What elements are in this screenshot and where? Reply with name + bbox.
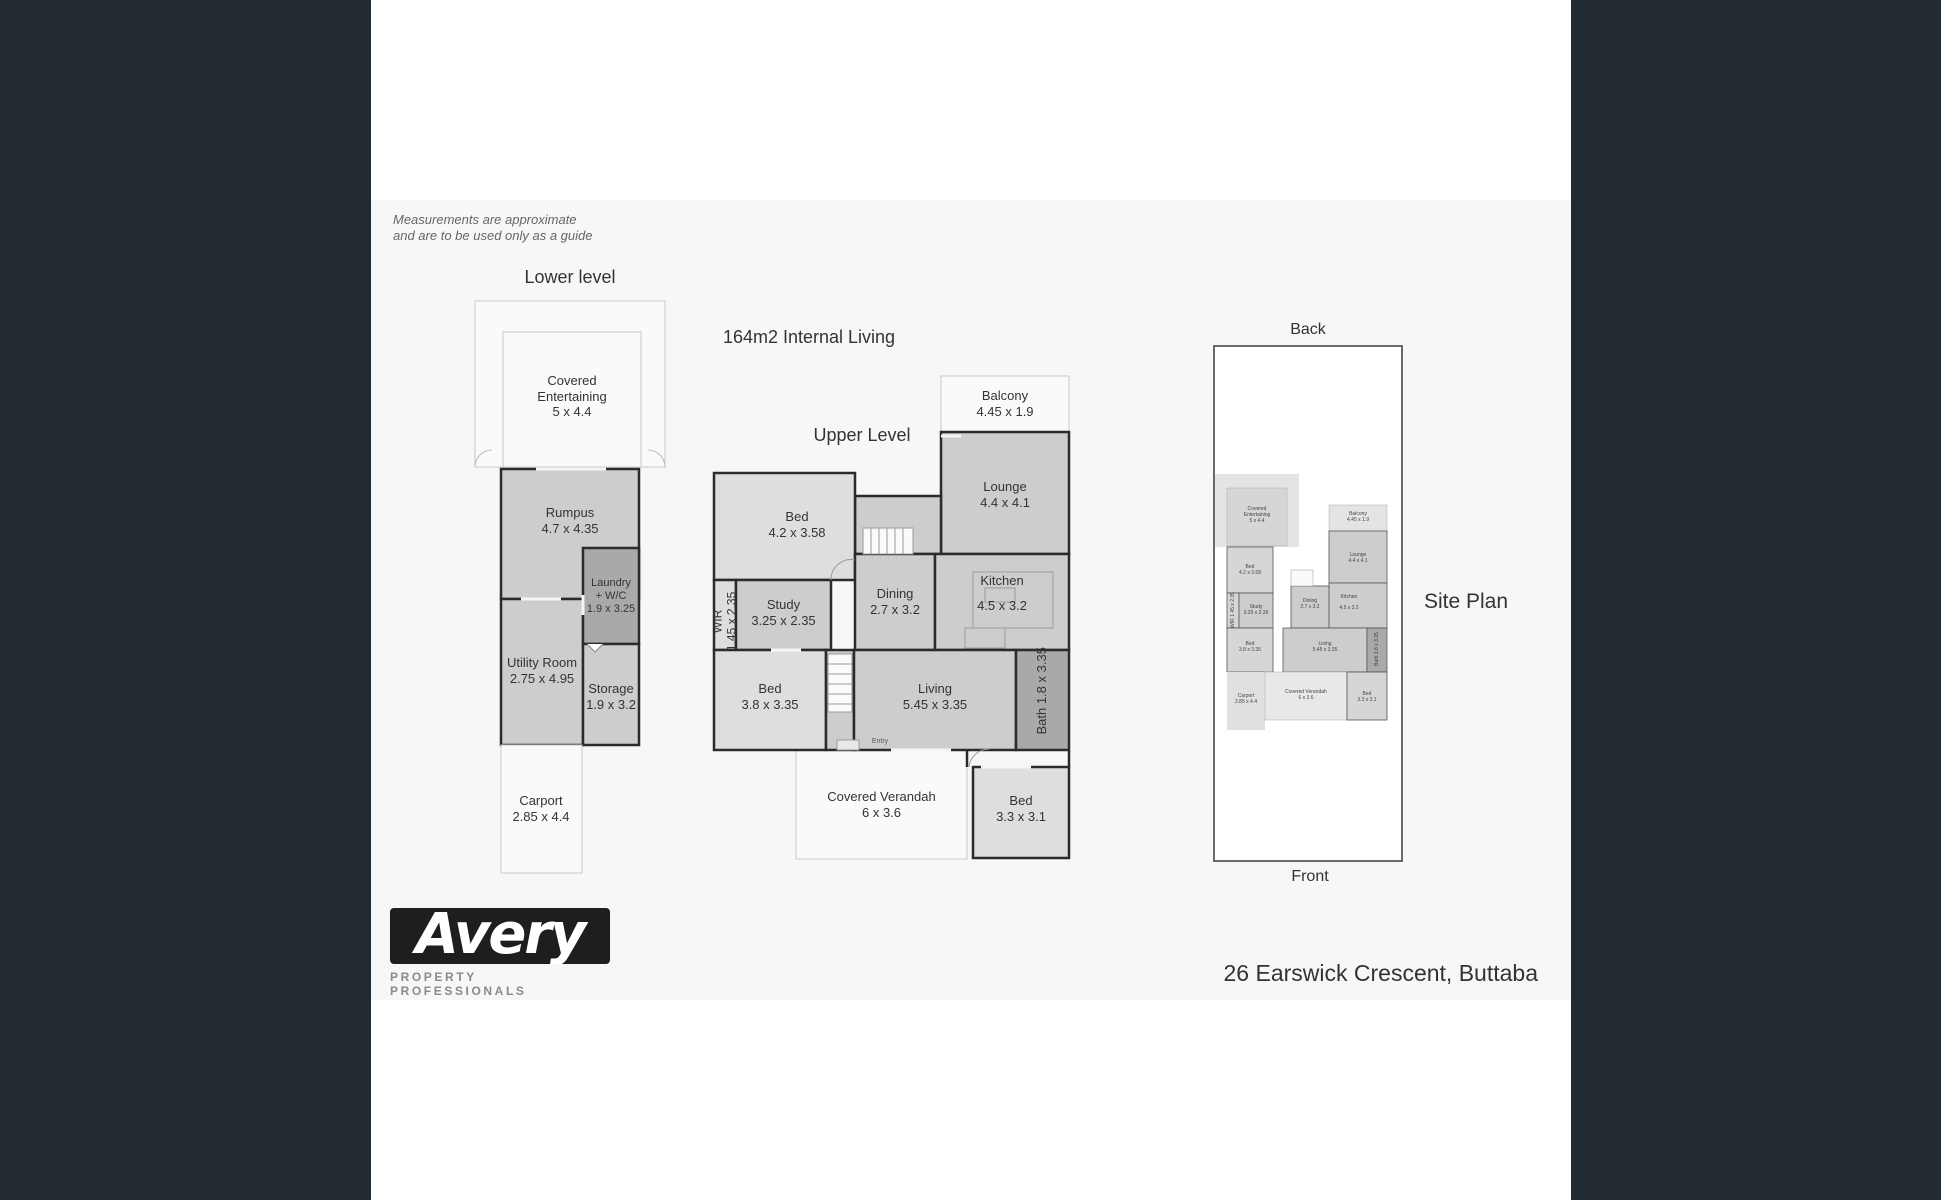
entry-label: Entry bbox=[871, 738, 889, 745]
site-carport-size: 2.85 x 4.4 bbox=[1235, 699, 1257, 705]
verandah-name: Covered Verandah bbox=[827, 789, 936, 804]
site-bed-1-name: Bed bbox=[1245, 564, 1255, 570]
living-size: 5.45 x 3.35 bbox=[902, 696, 968, 712]
site-bed-3-size: 3.3 x 3.1 bbox=[1357, 697, 1377, 703]
site-bed-1-label bbox=[1227, 564, 1273, 576]
site-balcony-label bbox=[1329, 511, 1387, 523]
site-study-name: Study bbox=[1249, 604, 1263, 610]
avery-logo bbox=[390, 908, 610, 998]
carport-size: 2.85 x 4.4 bbox=[512, 808, 570, 824]
site-bed-3-name: Bed bbox=[1362, 691, 1372, 697]
note-line-1: Measurements are approximate bbox=[393, 212, 577, 227]
bed-1-label bbox=[739, 509, 855, 540]
balcony-size: 4.45 x 1.9 bbox=[976, 403, 1034, 419]
site-bath-label bbox=[1374, 627, 1380, 671]
brand-name: Avery bbox=[415, 908, 585, 964]
covered-entertaining-name-1: Covered bbox=[547, 373, 597, 388]
site-bath-name: Bath bbox=[1374, 655, 1380, 666]
property-address: 26 Earswick Crescent, Buttaba bbox=[1223, 960, 1538, 986]
lounge-size: 4.4 x 4.1 bbox=[980, 494, 1030, 510]
utility-room-size: 2.75 x 4.95 bbox=[509, 670, 575, 686]
site-plan-title: Site Plan bbox=[1423, 590, 1509, 613]
covered-entertaining-size: 5 x 4.4 bbox=[552, 404, 592, 420]
study-label bbox=[736, 597, 831, 628]
site-covered-entertaining-label bbox=[1227, 506, 1287, 524]
laundry-label bbox=[578, 577, 644, 617]
bed-1-name: Bed bbox=[785, 509, 809, 524]
wir-name: WIR bbox=[710, 609, 725, 634]
site-bath-size: 1.8 x 3.35 bbox=[1374, 632, 1380, 655]
bed-2-size: 3.8 x 3.35 bbox=[741, 696, 799, 712]
site-living-label bbox=[1283, 641, 1367, 653]
balcony-name: Balcony bbox=[981, 388, 1029, 403]
verandah-size: 6 x 3.6 bbox=[861, 804, 902, 820]
rumpus-label bbox=[500, 505, 640, 536]
site-bed-2-size: 3.8 x 3.35 bbox=[1239, 647, 1261, 653]
kitchen-label bbox=[935, 573, 1069, 613]
bed-3-label bbox=[973, 793, 1069, 824]
study-size: 3.25 x 2.35 bbox=[751, 612, 816, 628]
site-balcony-name: Balcony bbox=[1349, 511, 1367, 517]
site-carport-label bbox=[1227, 693, 1265, 705]
laundry-wc: + W/C bbox=[595, 590, 627, 603]
note-line-2: and are to be used only as a guide bbox=[393, 228, 593, 244]
site-lounge-name: Lounge bbox=[1349, 552, 1367, 558]
bed-3-name: Bed bbox=[1009, 793, 1033, 808]
verandah-label bbox=[796, 789, 967, 820]
dining-name: Dining bbox=[876, 586, 914, 601]
upper-level-title: Upper Level bbox=[813, 425, 911, 445]
bath-size: 1.8 x 3.35 bbox=[1034, 647, 1050, 705]
site-covered-entertaining-name-1: Covered bbox=[1247, 506, 1267, 512]
site-study-size: 3.25 x 2.35 bbox=[1243, 610, 1269, 616]
site-bed-3-label bbox=[1347, 691, 1387, 703]
measurement-note bbox=[393, 212, 592, 245]
site-living-size: 5.45 x 3.35 bbox=[1312, 647, 1338, 653]
kitchen-name: Kitchen bbox=[980, 573, 1024, 588]
rumpus-size: 4.7 x 4.35 bbox=[541, 520, 599, 536]
bed-2-label bbox=[714, 681, 826, 712]
covered-entertaining-label bbox=[492, 373, 652, 420]
storage-size: 1.9 x 3.2 bbox=[586, 696, 636, 712]
site-bed-2-label bbox=[1227, 641, 1273, 653]
internal-living-area: 164m2 Internal Living bbox=[722, 327, 896, 347]
carport-label bbox=[491, 793, 591, 824]
site-covered-entertaining-name-2: Entertaining bbox=[1243, 512, 1271, 518]
site-verandah-size: 6 x 3.6 bbox=[1298, 695, 1314, 701]
site-dining-size: 2.7 x 3.2 bbox=[1300, 604, 1320, 610]
study-name: Study bbox=[766, 597, 801, 612]
lounge-name: Lounge bbox=[983, 479, 1027, 494]
living-name: Living bbox=[918, 681, 952, 696]
storage-name: Storage bbox=[588, 681, 634, 696]
utility-room-label bbox=[496, 655, 588, 686]
site-wir-name: WIR bbox=[1230, 618, 1236, 628]
carport-name: Carport bbox=[519, 793, 563, 808]
bed-3-size: 3.3 x 3.1 bbox=[996, 808, 1046, 824]
site-lounge-label bbox=[1329, 552, 1387, 564]
site-verandah-name: Covered Verandah bbox=[1285, 689, 1327, 695]
site-kitchen-label bbox=[1329, 594, 1369, 611]
living-label bbox=[854, 681, 1016, 712]
site-dining-label bbox=[1291, 598, 1329, 610]
utility-room-name: Utility Room bbox=[506, 655, 578, 670]
site-balcony-size: 4.45 x 1.9 bbox=[1347, 517, 1369, 523]
site-bed-2-name: Bed bbox=[1245, 641, 1255, 647]
site-covered-entertaining-size: 5 x 4.4 bbox=[1249, 518, 1265, 524]
site-bed-1-size: 4.2 x 3.58 bbox=[1239, 570, 1261, 576]
kitchen-size: 4.5 x 3.2 bbox=[977, 597, 1027, 613]
covered-entertaining-name-2: Entertaining bbox=[537, 388, 607, 404]
site-front-label: Front bbox=[1291, 868, 1329, 885]
lower-level-title: Lower level bbox=[524, 267, 616, 287]
rumpus-name: Rumpus bbox=[545, 505, 595, 520]
site-kitchen-name: Kitchen bbox=[1340, 594, 1358, 600]
balcony-label bbox=[941, 388, 1069, 419]
wir-size: 1.45 x 2.35 bbox=[725, 591, 739, 652]
floor-plan-sheet bbox=[371, 0, 1571, 1200]
lounge-label bbox=[941, 479, 1069, 510]
dining-size: 2.7 x 3.2 bbox=[870, 601, 920, 617]
laundry-size: 1.9 x 3.25 bbox=[586, 603, 636, 616]
avery-logo-box bbox=[390, 908, 610, 964]
dining-label bbox=[855, 586, 935, 617]
bed-1-size: 4.2 x 3.58 bbox=[768, 524, 826, 540]
site-lounge-size: 4.4 x 4.1 bbox=[1348, 558, 1368, 564]
site-back-label: Back bbox=[1290, 321, 1326, 338]
site-kitchen-size: 4.5 x 3.2 bbox=[1339, 605, 1359, 611]
brand-tagline: PROPERTY PROFESSIONALS bbox=[390, 970, 527, 998]
site-wir-label bbox=[1230, 588, 1236, 632]
site-wir-size: 1.45 x 2.35 bbox=[1230, 592, 1236, 617]
storage-label bbox=[580, 681, 642, 712]
site-verandah-label bbox=[1265, 689, 1347, 701]
bath-name: Bath bbox=[1034, 707, 1050, 735]
bath-label bbox=[1034, 641, 1050, 741]
site-study-label bbox=[1239, 604, 1273, 616]
laundry-name: Laundry bbox=[591, 577, 631, 589]
bed-2-name: Bed bbox=[758, 681, 782, 696]
site-living-name: Living bbox=[1318, 641, 1332, 647]
site-dining-name: Dining bbox=[1302, 598, 1318, 604]
site-carport-name: Carport bbox=[1237, 693, 1255, 699]
